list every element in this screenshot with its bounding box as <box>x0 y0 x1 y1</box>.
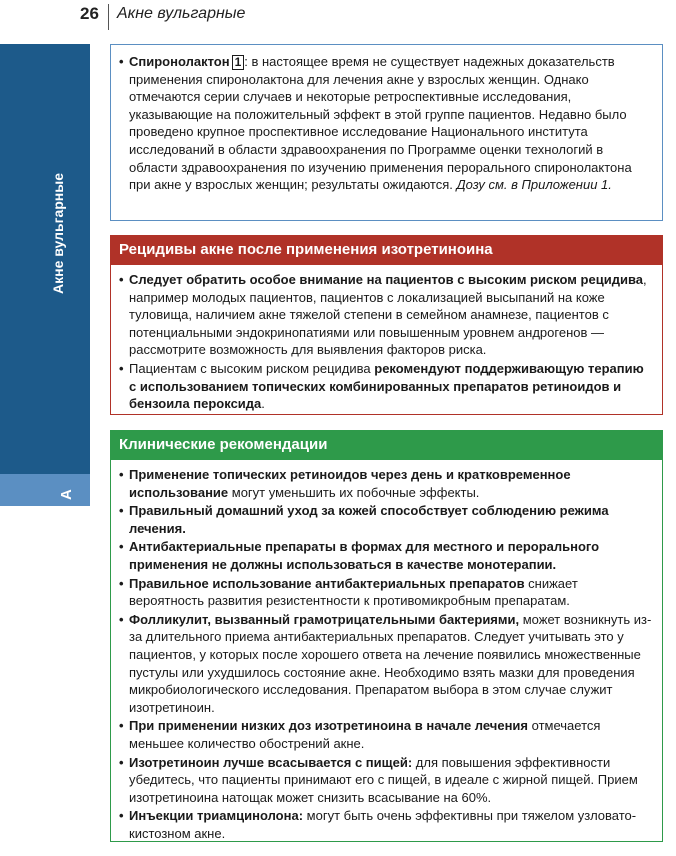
header-divider <box>108 4 109 30</box>
item-bold: Инъекции триамцинолона: <box>129 808 304 824</box>
list-item <box>119 466 652 501</box>
item-post: . <box>261 396 265 412</box>
list-item <box>119 754 652 807</box>
page-header <box>0 0 676 34</box>
list-item <box>119 502 652 537</box>
item-text: отмечается меньшее количество обострений акне. <box>129 718 601 751</box>
spironolactone-box <box>110 44 663 221</box>
list-item <box>119 611 652 717</box>
page-number: 26 <box>80 4 99 23</box>
section-letter-tab <box>0 474 90 506</box>
list-item <box>119 271 652 359</box>
item-text: могут быть очень эффективны при тяжелом узловато-кистозном акне. <box>129 808 637 841</box>
chapter-side-tab <box>0 44 90 474</box>
item-text: может возникнуть из-за длительного приема антибактериальных препаратов. Следует учитывать это у пациентов, у которых после хорошего ответа на лечение появились множественные пустулы или ухудшилось состояние акне. Необходимо взять мазки для проведения микробиологического исследования. Препаратом выбора в этом случае служит изотретиноин. <box>129 611 652 715</box>
item-bold: Применение топических ретиноидов через день и кратковременное использование <box>129 467 571 500</box>
item-bold-lead: Спиронолактон <box>129 54 230 69</box>
item-bold: рекомендуют поддерживающую терапию с использованием топических комбинированных препаратов ретиноидов и бензоила пероксида <box>129 360 644 412</box>
item-pre: Пациентам с высоким риском рецидива <box>129 360 375 376</box>
item-bold: Правильный домашний уход за кожей способствует соблюдению режима лечения. <box>129 503 609 536</box>
item-bold: При применении низких доз изотретиноина в начале лечения <box>129 718 529 734</box>
evidence-level-badge: 1 <box>232 55 245 70</box>
item-bold: Следует обратить особое внимание на пациентов с высоким риском рецидива <box>129 272 643 287</box>
chapter-tab-label: Акне вульгарные <box>50 173 66 294</box>
list-item <box>119 807 652 842</box>
clinical-recommendations-title: Клинические рекомендации <box>111 431 662 460</box>
relapse-box-title: Рецидивы акне после применения изотретиноина <box>111 236 662 265</box>
list-item <box>119 538 652 573</box>
item-text: для повышения эффективности убедитесь, что пациенты принимают его с пищей, в идеале с жирной пищей. Прием изотретиноина натощак может снизить всасывание на 60%. <box>129 754 638 805</box>
list-item <box>119 53 652 194</box>
item-bold: Фолликулит, вызванный грамотрицательными бактериями, <box>129 611 520 627</box>
item-bold: Изотретиноин лучше всасывается с пищей: <box>129 754 413 770</box>
list-item <box>119 575 652 610</box>
item-bold: Правильное использование антибактериальных препаратов <box>129 575 525 591</box>
item-bold: Антибактериальные препараты в формах для местного и перорального применения не должны использоваться в качестве монотерапии. <box>129 539 600 572</box>
item-dose-reference: Дозу см. в Приложении 1. <box>452 177 612 193</box>
item-text: : в настоящее время не существует надежных доказательств применения спиронолактона для лечения акне у взрослых женщин. Однако отмечаются серии случаев и некоторые ретроспективные исследования, указывающие на положительный эффект в этой группе пациентов. Недавно было проведено крупное проспективное исследование Национального института исследований в области здравоохранения по Программе оценки технологий в области здравоохранения по изучению применения перорального спиронолактона при акне у взрослых женщин; результаты ожидаются. <box>129 54 632 193</box>
relapse-box <box>110 235 663 415</box>
list-item <box>119 360 652 413</box>
item-text: снижает вероятность развития резистентности к противомикробным препаратам. <box>129 575 578 609</box>
item-text: могут уменьшить их побочные эффекты. <box>228 484 480 500</box>
section-letter: A <box>58 489 75 500</box>
clinical-recommendations-box <box>110 430 663 842</box>
running-title: Акне вульгарные <box>117 5 246 22</box>
item-text: , например молодых пациентов, пациентов с локализацией высыпаний на коже туловища, наличием акне тяжелой степени в семейном анамнезе, пациентов с потенциальными эндокринопатиями или повышенным уровнем андрогенов — рассмотрите возможность для выявления факторов риска. <box>129 272 647 358</box>
list-item <box>119 717 652 752</box>
